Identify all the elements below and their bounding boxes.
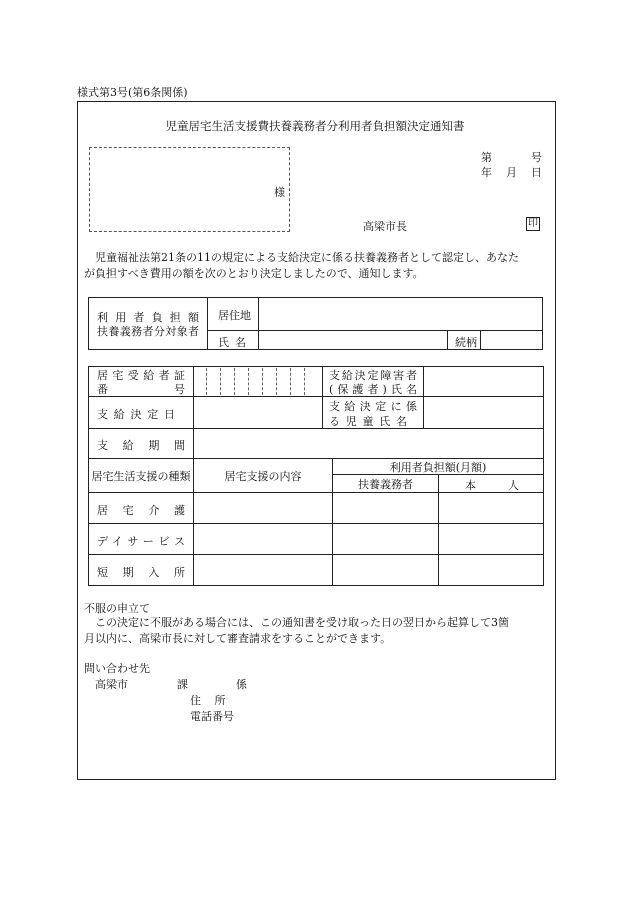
- relation-value-cell: [480, 330, 543, 350]
- service-type-header: 居宅生活支援の種類: [88, 458, 194, 493]
- service-row-3-label: 短期入所: [97, 566, 185, 579]
- table1-label-line1: 利用者負担額: [97, 311, 199, 324]
- service-row-1-self: [438, 492, 544, 524]
- sama-label: 様: [274, 186, 285, 199]
- relation-label: 続柄: [455, 336, 477, 349]
- service-content-header: 居宅支援の内容: [193, 458, 333, 493]
- recipient-address-box: [89, 147, 290, 232]
- contact-ka: 課: [177, 678, 188, 691]
- service-row-2-label: デイサービス: [97, 535, 185, 548]
- period-label: 支給期間: [97, 439, 185, 452]
- contact-kakari: 係: [236, 678, 247, 691]
- service-row-3-content: [193, 554, 333, 586]
- year-label: 年: [481, 166, 492, 179]
- cert-label-line1: 居宅受給者証: [97, 369, 185, 382]
- disabled-value-cell: [423, 366, 544, 397]
- disabled-label-line1: 支給決定障害者: [329, 369, 417, 382]
- dai-label: 第: [481, 151, 492, 164]
- day-label: 日: [531, 166, 542, 179]
- contact-phone: 電話番号: [190, 710, 234, 723]
- appeal-line-2: 月以内に、高梁市長に対して審査請求をすることができます。: [84, 632, 392, 645]
- service-row-3-self: [438, 554, 544, 586]
- form-number: 様式第3号(第6条関係): [77, 86, 188, 99]
- name-label: 氏名: [218, 336, 246, 349]
- contact-city: 高梁市: [95, 678, 128, 691]
- decision-date-label: 支給決定日: [97, 408, 175, 421]
- issuer-name: 高梁市長: [363, 220, 407, 233]
- contact-heading: 問い合わせ先: [84, 662, 150, 675]
- contact-address: 住 所: [190, 694, 226, 707]
- decision-date-value-cell: [193, 396, 323, 429]
- intro-line-2: が負担すべき費用の額を次のとおり決定しましたので、通知します。: [84, 267, 424, 280]
- disabled-label-line2: (保護者)氏名: [329, 383, 417, 396]
- table1-label-line2: 扶養義務者分対象者: [97, 325, 199, 338]
- service-row-3-supporter: [332, 554, 439, 586]
- child-label-line1: 支給決定に係: [329, 400, 417, 413]
- intro-line-1: 児童福祉法第21条の11の規定による支給決定に係る扶養義務者として認定し、あなた: [95, 251, 519, 264]
- child-label-line2: る児童氏名: [329, 415, 407, 428]
- child-value-cell: [423, 396, 544, 429]
- address-label: 居住地: [218, 309, 251, 322]
- self-header: 本人: [465, 479, 519, 492]
- cert-label-line2: 番号: [97, 383, 185, 396]
- service-row-1-content: [193, 492, 333, 524]
- gou-label: 号: [531, 151, 542, 164]
- service-row-2-supporter: [332, 523, 439, 555]
- supporter-header: 扶養義務者: [332, 474, 439, 493]
- period-value-cell: [193, 428, 544, 459]
- service-row-2-self: [438, 523, 544, 555]
- appeal-heading: 不服の申立て: [84, 602, 150, 615]
- month-label: 月: [506, 166, 517, 179]
- burden-header: 利用者負担額(月額): [332, 458, 544, 475]
- address-value-cell: [258, 297, 543, 331]
- name-value-cell: [258, 330, 448, 350]
- seal-mark: 印: [528, 218, 538, 229]
- appeal-line-1: この決定に不服がある場合には、この通知書を受け取った日の翌日から起算して3箇: [95, 616, 509, 629]
- service-row-2-content: [193, 523, 333, 555]
- service-row-1-label: 居宅介護: [97, 504, 185, 517]
- service-row-1-supporter: [332, 492, 439, 524]
- document-title: 児童居宅生活支援費扶養義務者分利用者負担額決定通知書: [165, 119, 465, 133]
